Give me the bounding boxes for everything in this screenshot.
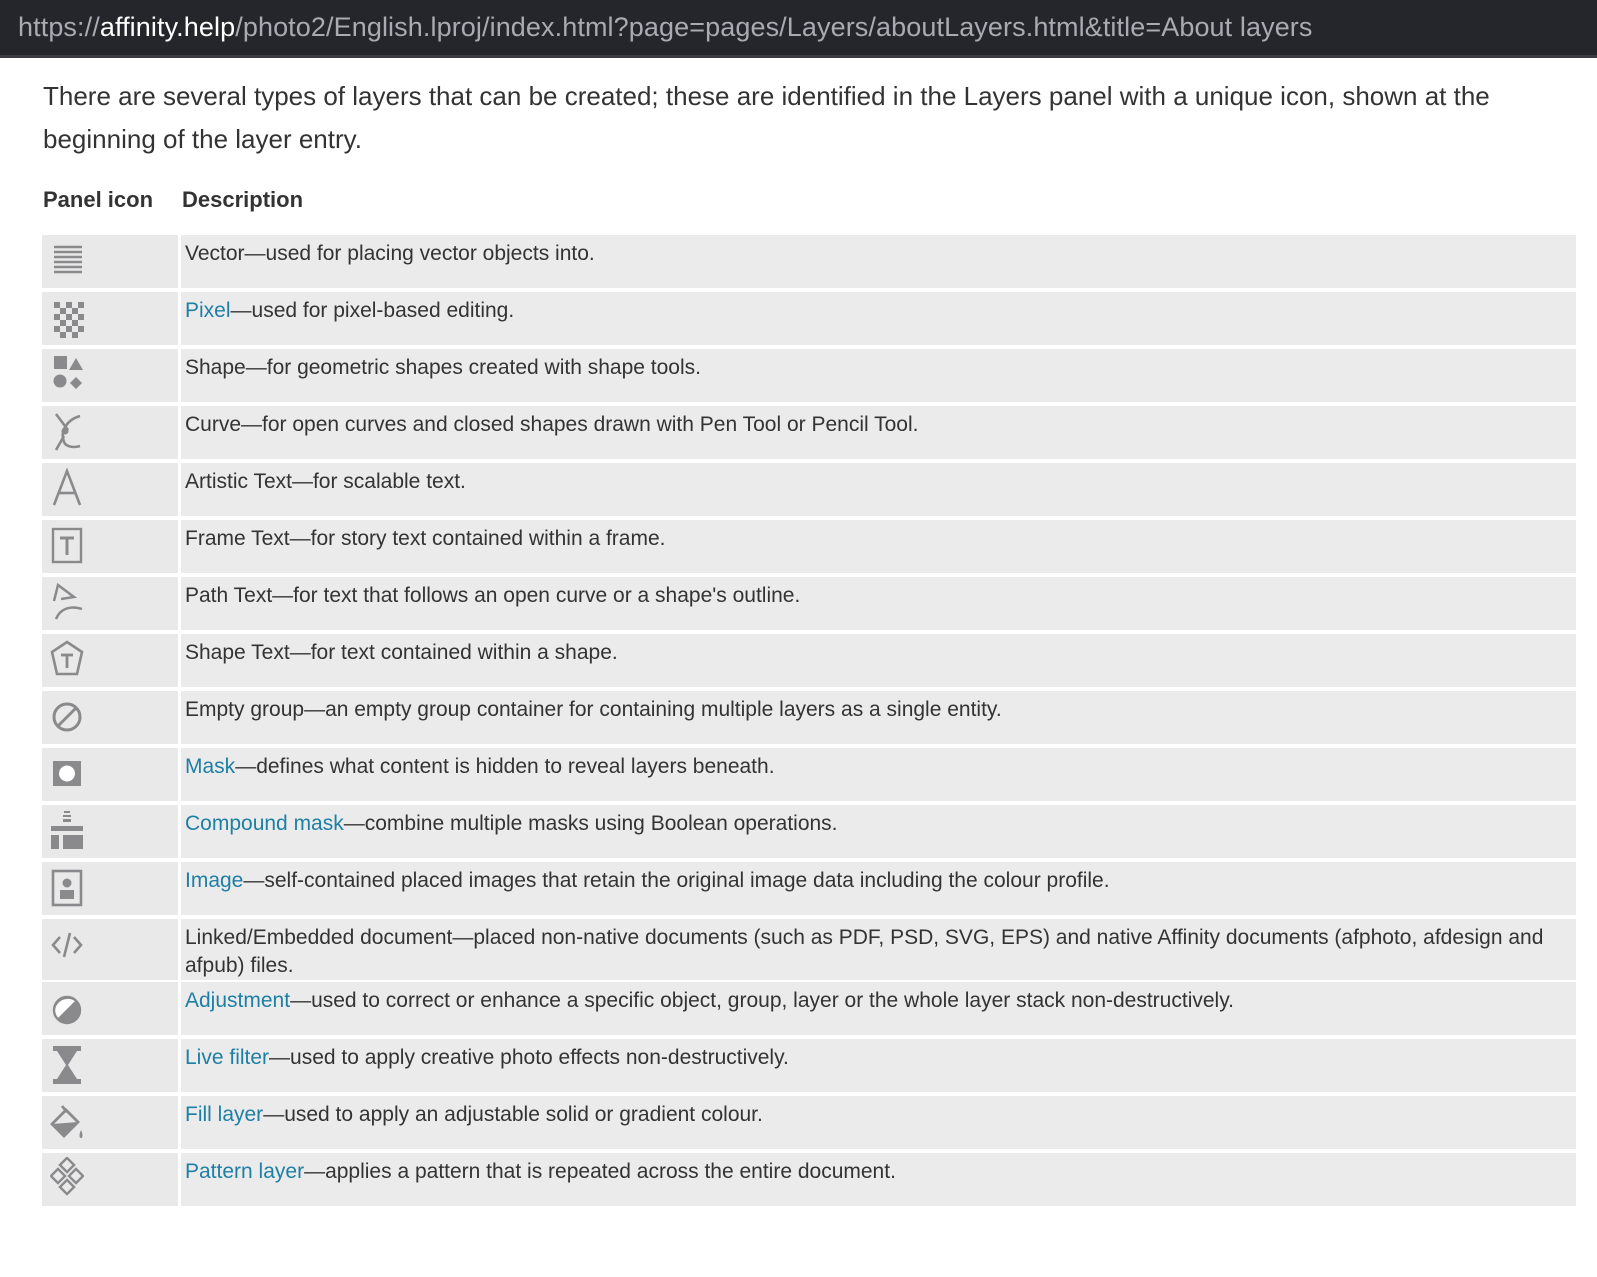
layer-type-description: —for story text contained within a frame. [289, 527, 666, 550]
panel-icon-cell [42, 919, 178, 980]
table-row [42, 862, 1576, 915]
panel-icon-header: Panel icon [43, 187, 154, 212]
layer-type-name: Artistic Text [185, 470, 292, 493]
layer-type-description: —an empty group container for containing multiple layers as a single entity. [304, 698, 1002, 721]
layer-type-description: —for text that follows an open curve or a shape's outline. [272, 584, 801, 607]
frame-text-icon [50, 524, 84, 566]
description-cell [181, 862, 1576, 915]
pattern-layer-icon [50, 1157, 84, 1199]
table-row [42, 691, 1576, 744]
layer-type-name: Path Text [185, 584, 273, 607]
layer-type-description: —defines what content is hidden to reveal layers beneath. [235, 755, 775, 778]
description-cell [181, 1153, 1576, 1206]
layer-type-name: Empty group [185, 698, 305, 721]
artistic-text-icon [50, 467, 84, 509]
fill-layer-link[interactable]: Fill layer [185, 1103, 264, 1126]
compound-mask-link[interactable]: Compound mask [185, 812, 344, 835]
layer-type-description: —used for pixel-based editing. [230, 299, 515, 322]
layer-type-name: Linked/Embedded document [185, 926, 453, 949]
layer-type-description: —for scalable text. [291, 470, 466, 493]
panel-icon-cell [42, 634, 178, 687]
panel-icon-cell [42, 862, 178, 915]
layer-type-name: Frame Text [185, 527, 290, 550]
shape-layer-icon [50, 353, 84, 395]
description-cell [181, 463, 1576, 516]
description-cell [181, 805, 1576, 858]
layer-type-description: —used for placing vector objects into. [244, 242, 595, 265]
pixel-layer-icon [50, 296, 84, 338]
url-host: affinity.help [99, 12, 236, 42]
panel-icon-cell [42, 520, 178, 573]
vector-layer-icon [50, 239, 84, 281]
table-row [42, 235, 1576, 288]
layer-type-name: Shape [185, 356, 246, 379]
layer-type-description: —for open curves and closed shapes drawn with Pen Tool or Pencil Tool. [241, 413, 919, 436]
table-row [42, 982, 1576, 1035]
layer-type-description: —self-contained placed images that retain the original image data including the colour profile. [243, 869, 1110, 892]
adjustment-icon [50, 986, 84, 1028]
empty-group-icon [50, 695, 84, 737]
image-layer-icon [50, 866, 84, 908]
path-text-icon [50, 581, 84, 623]
linked-document-icon [50, 923, 84, 965]
address-bar[interactable] [0, 0, 1597, 58]
live-filter-icon [50, 1043, 84, 1085]
page-content [43, 58, 1575, 1206]
description-cell [181, 748, 1576, 801]
description-cell [181, 406, 1576, 459]
panel-icon-cell [42, 349, 178, 402]
url-scheme: https:// [18, 12, 100, 42]
layer-type-description: —for geometric shapes created with shape tools. [245, 356, 701, 379]
panel-icon-cell [42, 805, 178, 858]
description-cell [181, 1096, 1576, 1149]
shape-text-icon [50, 638, 84, 680]
panel-icon-cell [42, 577, 178, 630]
panel-icon-cell [42, 406, 178, 459]
panel-icon-cell [42, 463, 178, 516]
table-row [42, 349, 1576, 402]
table-row [42, 919, 1576, 980]
table-row [42, 292, 1576, 345]
mask-link[interactable]: Mask [185, 755, 236, 778]
layer-type-description: —used to correct or enhance a specific object, group, layer or the whole layer stack non-destructively. [290, 989, 1234, 1012]
image-layer-link[interactable]: Image [185, 869, 244, 892]
layer-type-description: —placed non-native documents (such as PDF, PSD, SVG, EPS) and native Affinity documents (afphoto, afdesign and afpub) files. [185, 926, 1544, 977]
layer-type-name: Vector [185, 242, 245, 265]
layer-type-description: —applies a pattern that is repeated across the entire document. [304, 1160, 896, 1183]
description-cell [181, 634, 1576, 687]
layer-type-description: —used to apply an adjustable solid or gradient colour. [263, 1103, 763, 1126]
table-row [42, 634, 1576, 687]
panel-icon-cell [42, 235, 178, 288]
description-cell [181, 691, 1576, 744]
layer-type-description: —used to apply creative photo effects non-destructively. [269, 1046, 789, 1069]
table-row [42, 406, 1576, 459]
table-row [42, 1039, 1576, 1092]
description-cell [181, 349, 1576, 402]
panel-icon-cell [42, 982, 178, 1035]
pattern-layer-link[interactable]: Pattern layer [185, 1160, 305, 1183]
url-path: /photo2/English.lproj/index.html?page=pages/Layers/aboutLayers.html&title=About layers [235, 12, 1313, 42]
description-cell [181, 292, 1576, 345]
description-cell [181, 577, 1576, 630]
mask-icon [50, 752, 84, 794]
panel-icon-cell [42, 1153, 178, 1206]
adjustment-link[interactable]: Adjustment [185, 989, 291, 1012]
panel-icon-cell [42, 748, 178, 801]
description-cell [181, 520, 1576, 573]
description-header: Description [182, 187, 304, 212]
compound-mask-icon [50, 809, 84, 851]
table-row [42, 520, 1576, 573]
description-cell [181, 235, 1576, 288]
layer-type-name: Curve [185, 413, 242, 436]
panel-icon-cell [42, 1039, 178, 1092]
table-row [42, 1153, 1576, 1206]
description-cell [181, 919, 1576, 980]
pixel-layer-link[interactable]: Pixel [185, 299, 231, 322]
layer-type-description: —combine multiple masks using Boolean operations. [343, 812, 838, 835]
layer-types-table [42, 185, 1576, 1206]
table-row [42, 577, 1576, 630]
intro-paragraph: There are several types of layers that can be created; these are identified in the Layers panel with a unique icon, shown at the beginning of the layer entry. [43, 81, 1490, 154]
panel-icon-cell [42, 1096, 178, 1149]
description-cell [181, 1039, 1576, 1092]
table-row [42, 748, 1576, 801]
description-cell [181, 982, 1576, 1035]
panel-icon-cell [42, 691, 178, 744]
fill-layer-icon [50, 1100, 84, 1142]
table-row [42, 463, 1576, 516]
table-row [42, 1096, 1576, 1149]
layer-type-description: —for text contained within a shape. [289, 641, 618, 664]
panel-icon-cell [42, 292, 178, 345]
live-filter-link[interactable]: Live filter [185, 1046, 270, 1069]
curve-layer-icon [50, 410, 84, 452]
layer-type-name: Shape Text [185, 641, 290, 664]
table-row [42, 805, 1576, 858]
